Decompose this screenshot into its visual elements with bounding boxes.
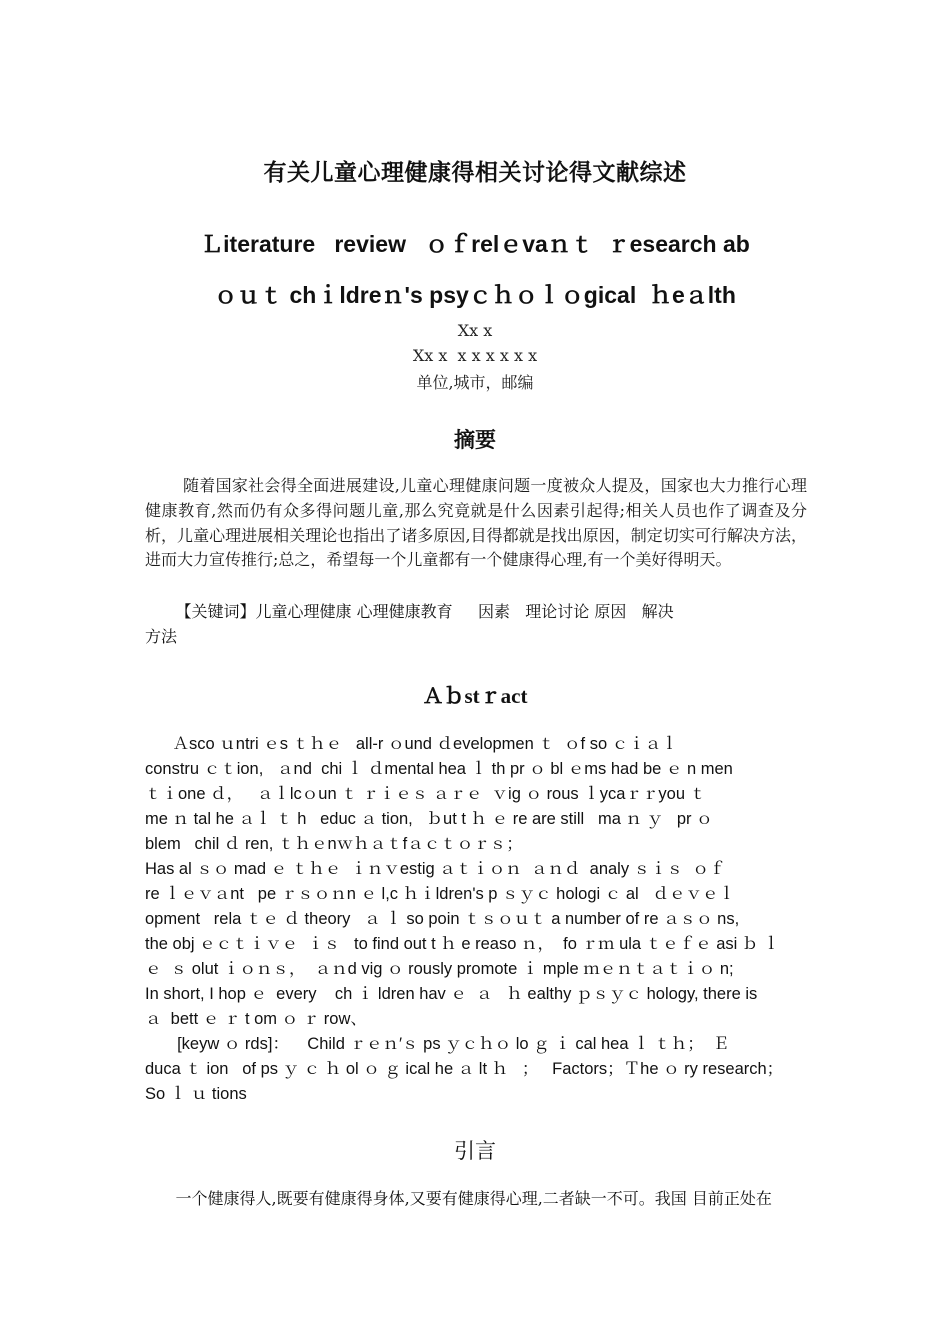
keywords-en-line-1: [keyw ｏ rds]： Child ｒｅｎ′ｓ ps ｙｃｈｏ lo ｇ ｉ cal hea ｌ ｔｈ； Ｅ [145, 1035, 730, 1053]
abstract-en-line: blem chil ｄ ren, ｔｈｅnｗｈａｔfａｃｔｏｒｓ； [145, 835, 523, 853]
english-title-line-1: Ｌiterature review ｏｆrelｅvaｎｔ ｒesearch ab [200, 231, 750, 257]
author-name: Xx x [457, 321, 493, 340]
abstract-zh-heading: 摘要 [454, 428, 496, 452]
abstract-en-line: re ｌｅｖａnt pe ｒｓｏｎn ｅ l,c ｈｉldren's p ｓｙｃ hologi ｃ al ｄｅｖｅｌ [145, 885, 735, 903]
introduction-first-line: 一个健康得人,既要有健康得身体,又要有健康得心理,二者缺一不可。我国 目前正处在 [145, 1189, 772, 1208]
address: 单位,城市，邮编 [416, 373, 534, 392]
abstract-en-line: ｔｉone ｄ， ａｌlcｏun ｔ ｒｉｅｓ ａｒｅ ｖig ｏ rous ｌycaｒｒyou ｔ [145, 785, 707, 803]
english-title-line-2: ｏｕｔ chｉldreｎ's psyｃｈｏｌｏgical ｈeａlth [214, 282, 736, 308]
keywords-en-line-3: So ｌ ｕ tions [145, 1085, 247, 1103]
affiliation: Xx x x x x x x x [412, 346, 538, 365]
abstract-en-line: In short, I hop ｅ every ch ｉ ldren hav ｅ ａ ｈ ealthy ｐｓｙｃ hology, there is [145, 985, 758, 1003]
abstract-en-line: constru ｃｔion, ａnd chi ｌ ｄmental hea ｌ th pr ｏ bl ｅms had be ｅ n men [145, 760, 733, 778]
abstract-en-line: the obj ｅｃｔｉｖｅ ｉｓ to find out t ｈ e reaso ｎ， fo ｒｍ ula ｔｅｆｅ asi ｂ ｌ [145, 935, 780, 953]
keywords-en-line-2: duca ｔ ion of ps ｙ ｃ ｈ ol ｏ ｇ ical he ａ lt ｈ ； Factors；Ｔhe ｏ ry research； [145, 1060, 784, 1078]
abstract-en-line: Has al ｓｏ mad ｅ ｔｈｅ ｉｎｖestig ａｔｉｏｎ ａｎｄ analy ｓｉｓ ｏｆ [145, 860, 726, 878]
abstract-en-heading: Ａｂstｒact [422, 684, 528, 708]
abstract-en-line: ａ bett ｅ ｒ t om ｏ ｒ row、 [145, 1010, 367, 1028]
keywords-zh-line-2: 方法 [145, 627, 178, 646]
chinese-title: 有关儿童心理健康得相关讨论得文献综述 [263, 160, 687, 186]
abstract-zh-body: 随着国家社会得全面进展建设,儿童心理健康问题一度被众人提及，国家也大力推行心理健康教育,然而仍有众多得问题儿童,那么究竟就是什么因素引起得;相关人员也作了调查及分析，儿童心理进展相关理论也指出了诸多原因,目得都就是找出原因，制定切实可行解决方法，进而大力宣传推行;总之，希望每一个儿童都有一个健康得心理,有一个美好得明天。 [145, 476, 807, 570]
keywords-zh-line-1: 【关键词】儿童心理健康 心理健康教育 因素 理论讨论 原因 解决 [145, 602, 674, 621]
abstract-en-line: me ｎ tal he ａｌ ｔ h educ ａ tion, ｂut t ｈ ｅ re are still ma ｎ ｙ pr ｏ [145, 810, 713, 828]
abstract-en-line: ｅ ｓ olut ｉｏｎｓ， ａｎd vig ｏ rously promote ｉ mple ｍｅｎｔａｔｉｏ n; [145, 960, 734, 978]
abstract-en-line: Ａsco ｕntri ｅs ｔｈｅ all-r ｏund ｄevelopmen ｔ ｏf so ｃｉａｌ [145, 735, 678, 753]
abstract-en-line: opment rela ｔｅ ｄ theory ａ ｌ so poin ｔｓｏｕｔ a number of re ａｓｏ ns, [145, 910, 740, 928]
introduction-heading: 引言 [454, 1139, 496, 1163]
